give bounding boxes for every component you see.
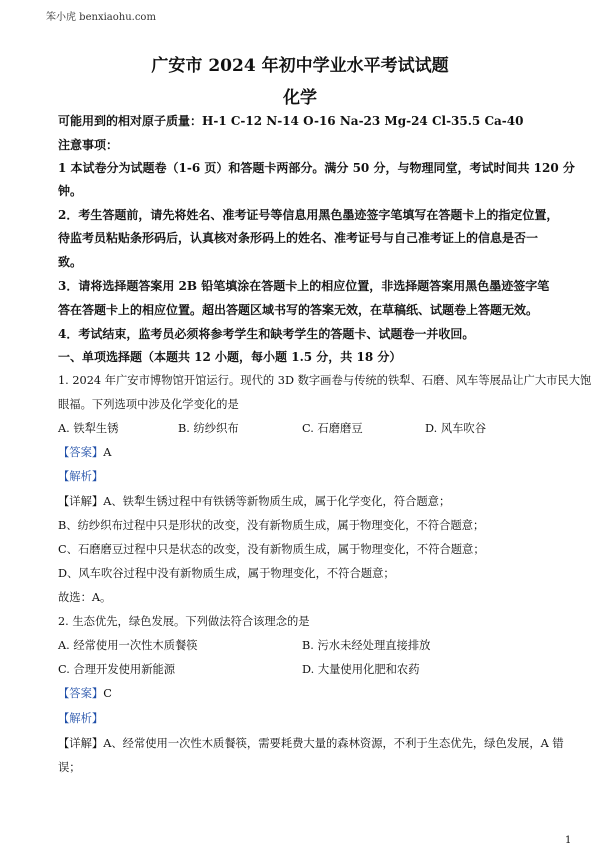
notice-line: 答在答题卡上的相应位置。超出答题区域书写的答案无效，在草稿纸、试题卷上答题无效。 xyxy=(58,303,539,317)
notice-line: 3．请将选择题答案用 2B 铅笔填涂在答题卡上的相应位置，非选择题答案用黑色墨迹签字笔 xyxy=(58,279,550,293)
q1-stem: 1. 2024 年广安市博物馆开馆运行。现代的 3D 数字画卷与传统的铁犁、石磨、风车等展品让广大市民大饱 xyxy=(58,374,592,387)
q2-detail: 误； xyxy=(58,761,81,774)
notice-line: 1 本试卷分为试题卷（1-6 页）和答题卡两部分。满分 50 分，与物理同堂，考试时间共 120 分 xyxy=(58,161,575,175)
q1-detail xyxy=(58,494,548,510)
page-number: 1 xyxy=(565,835,572,846)
detail-label: 【详解】 xyxy=(58,495,104,508)
q2-analysis-label xyxy=(58,711,548,727)
q1-detail: C、石磨磨豆过程中只是状态的改变，没有新物质生成，属于物理变化，不符合题意； xyxy=(58,543,485,556)
notice-line: 致。 xyxy=(58,255,83,269)
answer-value: A xyxy=(103,446,112,459)
notice-line: 待监考员粘贴条形码后，认真核对条形码上的姓名、准考证号与自己准考证上的信息是否一 xyxy=(58,231,539,245)
answer-label: 【答案】 xyxy=(58,446,104,459)
site-watermark: 笨小虎 benxiaohu.com xyxy=(46,12,156,23)
q1-detail: B、纺纱织布过程中只是形状的改变，没有新物质生成，属于物理变化，不符合题意； xyxy=(58,519,485,532)
q2-option-b: B. 污水未经处理直接排放 xyxy=(302,639,431,652)
answer-value: C xyxy=(103,687,112,700)
notice-heading: 注意事项： xyxy=(58,138,119,152)
detail-label: 【详解】 xyxy=(58,737,104,750)
notice-line: 2．考生答题前，请先将姓名、准考证号等信息用黑色墨迹签字笔填写在答题卡上的指定位置， xyxy=(58,208,559,222)
q1-option-d: D. 风车吹谷 xyxy=(425,422,487,435)
atomic-masses: 可能用到的相对原子质量：H-1 C-12 N-14 O-16 Na-23 Mg-24 Cl-35.5 Ca-40 xyxy=(58,114,524,128)
q1-option-a: A. 铁犁生锈 xyxy=(58,422,119,435)
detail-text: A、经常使用一次性木质餐筷，需要耗费大量的森林资源，不利于生态优先，绿色发展，A 错 xyxy=(103,737,564,750)
q1-conclusion: 故选：A。 xyxy=(58,591,112,604)
answer-label: 【答案】 xyxy=(58,687,104,700)
q2-answer xyxy=(58,686,548,702)
q1-option-c: C. 石磨磨豆 xyxy=(302,422,363,435)
q2-option-d: D. 大量使用化肥和农药 xyxy=(302,663,420,676)
q1-stem: 眼福。下列选项中涉及化学变化的是 xyxy=(58,398,239,411)
q2-option-c: C. 合理开发使用新能源 xyxy=(58,663,176,676)
q1-answer xyxy=(58,445,548,461)
q2-detail xyxy=(58,736,564,752)
notice-line: 钟。 xyxy=(58,184,83,198)
exam-title: 广安市 2024 年初中学业水平考试试题 xyxy=(151,56,449,76)
detail-text: A、铁犁生锈过程中有铁锈等新物质生成，属于化学变化，符合题意； xyxy=(103,495,451,508)
analysis-label: 【解析】 xyxy=(58,712,104,725)
q1-analysis-label xyxy=(58,469,548,485)
exam-subject: 化学 xyxy=(283,88,317,108)
q1-option-b: B. 纺纱织布 xyxy=(178,422,239,435)
q2-stem: 2. 生态优先，绿色发展。下列做法符合该理念的是 xyxy=(58,615,310,628)
analysis-label: 【解析】 xyxy=(58,470,104,483)
q1-detail: D、风车吹谷过程中没有新物质生成，属于物理变化，不符合题意； xyxy=(58,567,395,580)
notice-line: 4．考试结束，监考员必须将参考学生和缺考学生的答题卡、试题卷一并收回。 xyxy=(58,327,475,341)
q2-option-a: A. 经常使用一次性木质餐筷 xyxy=(58,639,198,652)
section-heading: 一、单项选择题（本题共 12 小题，每小题 1.5 分，共 18 分） xyxy=(58,350,402,364)
